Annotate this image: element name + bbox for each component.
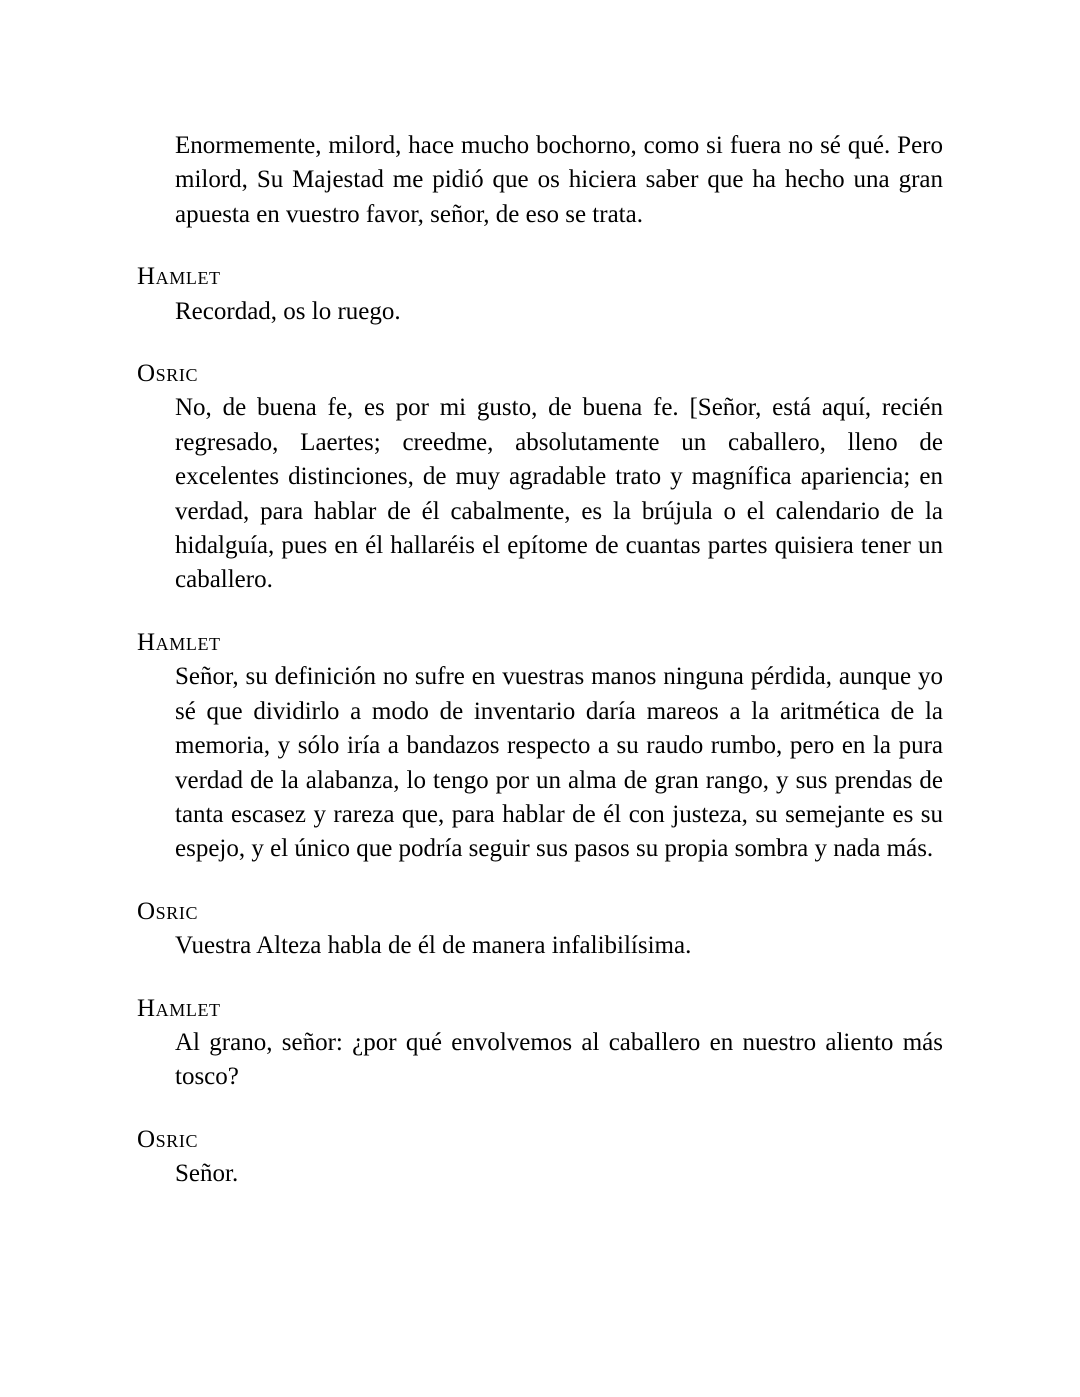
speaker-name: Hamlet	[137, 628, 221, 656]
speech-block	[137, 357, 943, 598]
speech-text: Vuestra Alteza habla de él de manera infalibilísima.	[175, 932, 692, 960]
speech-block	[137, 626, 943, 867]
speech-text: Al grano, señor: ¿por qué envolvemos al caballero en nuestro aliento más tosco?	[175, 1028, 943, 1091]
speaker-name: Osric	[137, 897, 199, 925]
speech-block	[137, 895, 943, 964]
speaker-name: Hamlet	[137, 263, 221, 291]
speech-text: Enormemente, milord, hace mucho bochorno, como si fuera no sé qué. Pero milord, Su Majestad me pidió que os hiciera saber que ha hecho una gran apuesta en vuestro favor, señor, de eso se trata.	[175, 132, 943, 228]
speaker-name: Osric	[137, 360, 199, 388]
play-text-content	[137, 129, 943, 1192]
speaker-name: Osric	[137, 1125, 199, 1153]
speech-text: No, de buena fe, es por mi gusto, de buena fe. [Señor, está aquí, recién regresado, Laertes; creedme, absolutamente un caballero, lleno de excelentes distinciones, de muy agradable trato y magnífica apariencia; en verdad, para hablar de él cabalmente, es la brújula o el calendario de la hidalguía, pues en él hallaréis el epítome de cuantas partes quisiera tener un caballero.	[175, 394, 943, 594]
speech-block	[137, 1123, 943, 1192]
speech-block	[137, 260, 943, 329]
speech-block	[137, 129, 943, 232]
speaker-name: Hamlet	[137, 994, 221, 1022]
speech-block	[137, 992, 943, 1095]
speech-text: Señor.	[175, 1160, 239, 1188]
speech-text: Señor, su definición no sufre en vuestras manos ninguna pérdida, aunque yo sé que dividirlo a modo de inventario daría mareos a la aritmética de la memoria, y sólo iría a bandazos respecto a su raudo rumbo, pero en la pura verdad de la alabanza, lo tengo por un alma de gran rango, y sus prendas de tanta escasez y rareza que, para hablar de él con justeza, su semejante es su espejo, y el único que podría seguir sus pasos su propia sombra y nada más.	[175, 663, 943, 863]
speech-text: Recordad, os lo ruego.	[175, 297, 401, 325]
